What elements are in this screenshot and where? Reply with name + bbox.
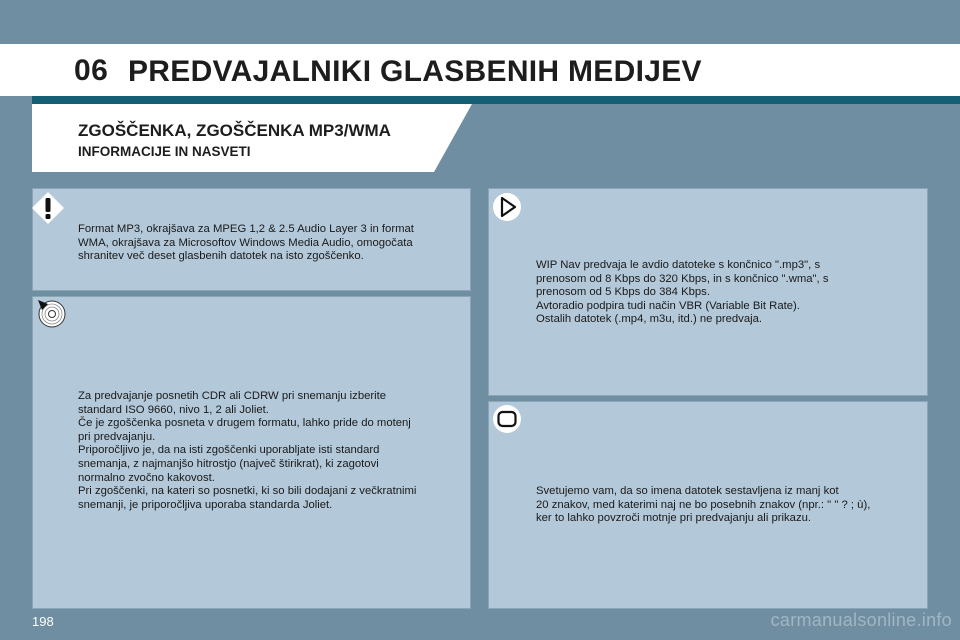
play-text: WIP Nav predvaja le avdio datoteke s končnico ".mp3", s prenosom od 8 Kbps do 320 Kbps, in s končnico ".wma", s prenosom od 5 Kbps do 384 Kbps. Avtoradio podpira tudi način VBR (Variable Bit Rate). Ostalih datotek (.mp4, m3u, itd.) ne predvaja. xyxy=(536,259,829,326)
exclamation-icon xyxy=(30,190,66,226)
warning-text: Format MP3, okrajšava za MPEG 1,2 & 2.5 Audio Layer 3 in format WMA, okrajšava za Microsoftov Windows Media Audio, omogočata shranitev več deset glasbenih datotek na isto zgoščenko. xyxy=(78,223,414,263)
watermark: carmanualsonline.info xyxy=(770,610,952,630)
play-triangle-icon xyxy=(492,192,522,222)
cd-text: Za predvajanje posnetih CDR ali CDRW pri snemanju izberite standard ISO 9660, nivo 1, 2 ali Joliet. Če je zgoščenka posneta v drugem formatu, lahko pride do motenj pri predvajanju. Priporočljivo je, da na isti zgoščenki uporabljate isti standard snemanja, z najmanjšo hitrostjo (največ štirikrat), ki zagotovi normalno zvočno kakovost. Pri zgoščenki, na kateri so posnetki, ki so bili dodajani z večkratnimi snemanji, je priporočljiva uporaba standarda Joliet. xyxy=(78,390,417,511)
cd-disc-icon xyxy=(35,297,67,329)
page-number: 198 xyxy=(32,614,54,629)
header-stripe xyxy=(32,96,960,104)
rounded-rectangle-icon xyxy=(492,404,522,434)
chapter-number: 06 xyxy=(74,54,109,87)
section-title: ZGOŠČENKA, ZGOŠČENKA MP3/WMA xyxy=(78,121,391,140)
tip-text: Svetujemo vam, da so imena datotek sestavljena iz manj kot 20 znakov, med katerimi naj ne bo posebnih znakov (npr.: " " ? ; ù), ker to lahko povzroči motnje pri predvajanju ali prikazu. xyxy=(536,485,871,525)
section-subtitle: INFORMACIJE IN NASVETI xyxy=(78,144,251,159)
chapter-title: PREDVAJALNIKI GLASBENIH MEDIJEV xyxy=(128,55,702,88)
